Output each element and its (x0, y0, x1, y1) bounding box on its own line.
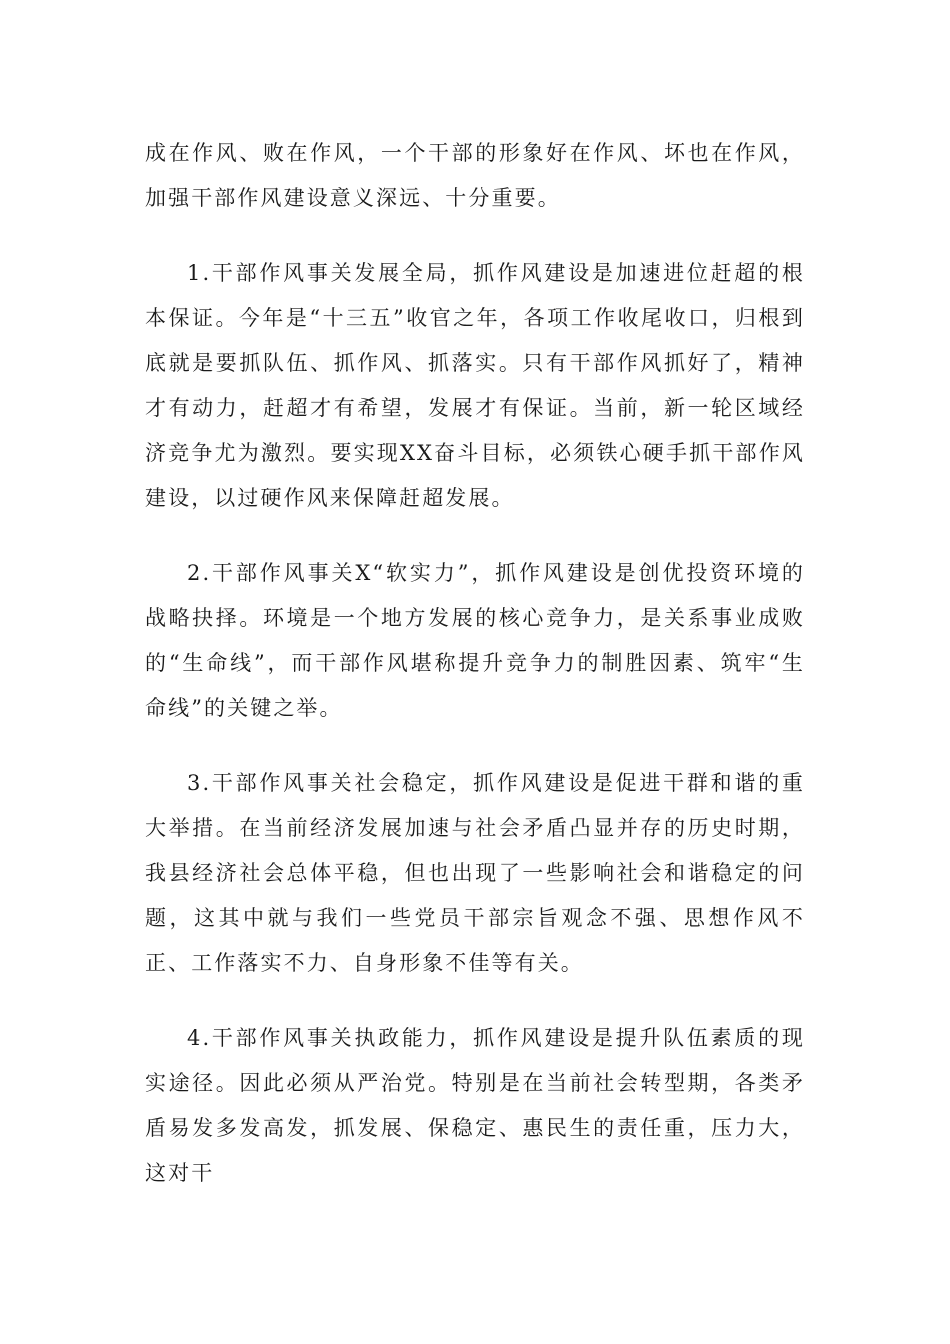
paragraph-1: 1.干部作风事关发展全局，抓作风建设是加速进位赶超的根本保证。今年是“十三五”收官之年，各项工作收尾收口，归根到底就是要抓队伍、抓作风、抓落实。只有干部作风抓好了，精神才有动力，赶超才有希望，发展才有保证。当前，新一轮区域经济竞争尤为激烈。要实现XX奋斗目标，必须铁心硬手抓干部作风建设，以过硬作风来保障赶超发展。 (145, 261, 805, 510)
paragraph-4: 4.干部作风事关执政能力，抓作风建设是提升队伍素质的现实途径。因此必须从严治党。特别是在当前社会转型期，各类矛盾易发多发高发，抓发展、保稳定、惠民生的责任重，压力大，这对干 (145, 1026, 805, 1185)
paragraph-2: 2.干部作风事关X“软实力”，抓作风建设是创优投资环境的战略抉择。环境是一个地方发展的核心竞争力，是关系事业成败的“生命线”，而干部作风堪称提升竞争力的制胜因素、筑牢“生命线”的关键之举。 (145, 561, 805, 720)
document-body (145, 131, 805, 1196)
paragraph-intro: 成在作风、败在作风，一个干部的形象好在作风、坏也在作风，加强干部作风建设意义深远、十分重要。 (145, 141, 805, 210)
paragraph-3: 3.干部作风事关社会稳定，抓作风建设是促进干群和谐的重大举措。在当前经济发展加速与社会矛盾凸显并存的历史时期，我县经济社会总体平稳，但也出现了一些影响社会和谐稳定的问题，这其中就与我们一些党员干部宗旨观念不强、思想作风不正、工作落实不力、自身形象不佳等有关。 (145, 771, 805, 975)
